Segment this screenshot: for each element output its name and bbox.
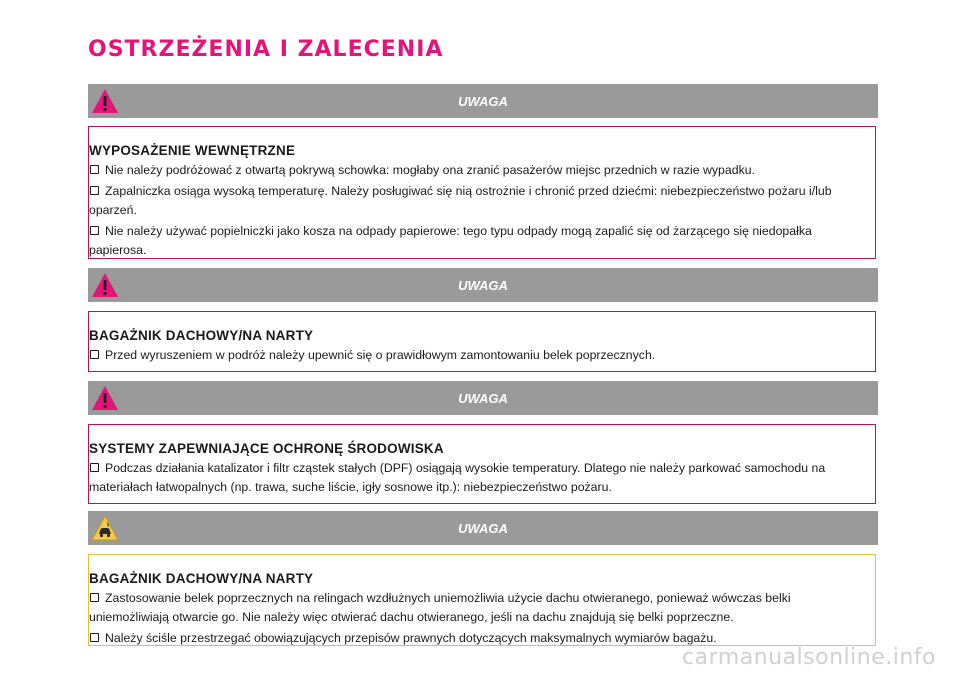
warning-box: [88, 126, 876, 259]
checkbox-bullet-icon: [90, 165, 99, 174]
list-item: [89, 161, 863, 180]
item-text: Należy ściśle przestrzegać obowiązujących przepisów prawnych dotyczących maksymalnych wymiarów bagażu.: [105, 631, 717, 645]
warning-box: [88, 311, 876, 372]
section-title: BAGAŻNIK DACHOWY/NA NARTY: [89, 328, 314, 343]
section-title: BAGAŻNIK DACHOWY/NA NARTY: [89, 571, 314, 586]
item-text: Podczas działania katalizator i filtr cząstek stałych (DPF) osiągają wysokie temperatury. Dlatego nie należy parkować samochodu na materiałach łatwopalnych (np. trawa, suche liście, igły sosnowe itp.): niebezpieczeństwo pożaru.: [89, 461, 826, 494]
list-item: [89, 222, 863, 260]
list-item: [89, 459, 863, 497]
warning-header-bar: [88, 511, 878, 545]
item-text: Zastosowanie belek poprzecznych na relingach wzdłużnych uniemożliwia użycie dachu otwieranego, ponieważ wówczas belki uniemożliwiają otwarcie go. Nie należy więc otwierać dachu otwieranego, jeśli na dachu znajdują się belki poprzeczne.: [89, 591, 791, 624]
section-title: SYSTEMY ZAPEWNIAJĄCE OCHRONĘ ŚRODOWISKA: [89, 441, 444, 456]
item-text: Nie należy używać popielniczki jako kosza na odpady papierowe: tego typu odpady mogą zapalić się od żarzącego się niedopałka papierosa.: [89, 224, 812, 257]
checkbox-bullet-icon: [90, 226, 99, 235]
warning-header-bar: [88, 381, 878, 415]
item-text: Przed wyruszeniem w podróż należy upewnić się o prawidłowym zamontowaniu belek poprzecznych.: [105, 348, 656, 362]
watermark: carmanualsonline.info: [682, 645, 936, 670]
warning-label: UWAGA: [458, 521, 508, 536]
section-title: WYPOSAŻENIE WEWNĘTRZNE: [89, 143, 296, 158]
warning-label: UWAGA: [458, 94, 508, 109]
warning-label: UWAGA: [458, 278, 508, 293]
checkbox-bullet-icon: [90, 186, 99, 195]
environment-warning-box: [88, 554, 876, 646]
warning-label: UWAGA: [458, 391, 508, 406]
list-item: [89, 346, 863, 365]
warning-header-bar: [88, 84, 878, 118]
checkbox-bullet-icon: [90, 593, 99, 602]
item-text: Zapalniczka osiąga wysoką temperaturę. Należy posługiwać się nią ostrożnie i chronić przed dziećmi: niebezpieczeństwo pożaru i/lub oparzeń.: [89, 184, 832, 217]
checkbox-bullet-icon: [90, 633, 99, 642]
warning-box: [88, 424, 876, 504]
warning-header-bar: [88, 268, 878, 302]
page-title: OSTRZEŻENIA I ZALECENIA: [88, 37, 444, 62]
checkbox-bullet-icon: [90, 463, 99, 472]
list-item: [89, 589, 863, 627]
checkbox-bullet-icon: [90, 350, 99, 359]
list-item: [89, 182, 863, 220]
item-text: Nie należy podróżować z otwartą pokrywą schowka: mogłaby ona zranić pasażerów miejsc przednich w razie wypadku.: [105, 163, 755, 177]
